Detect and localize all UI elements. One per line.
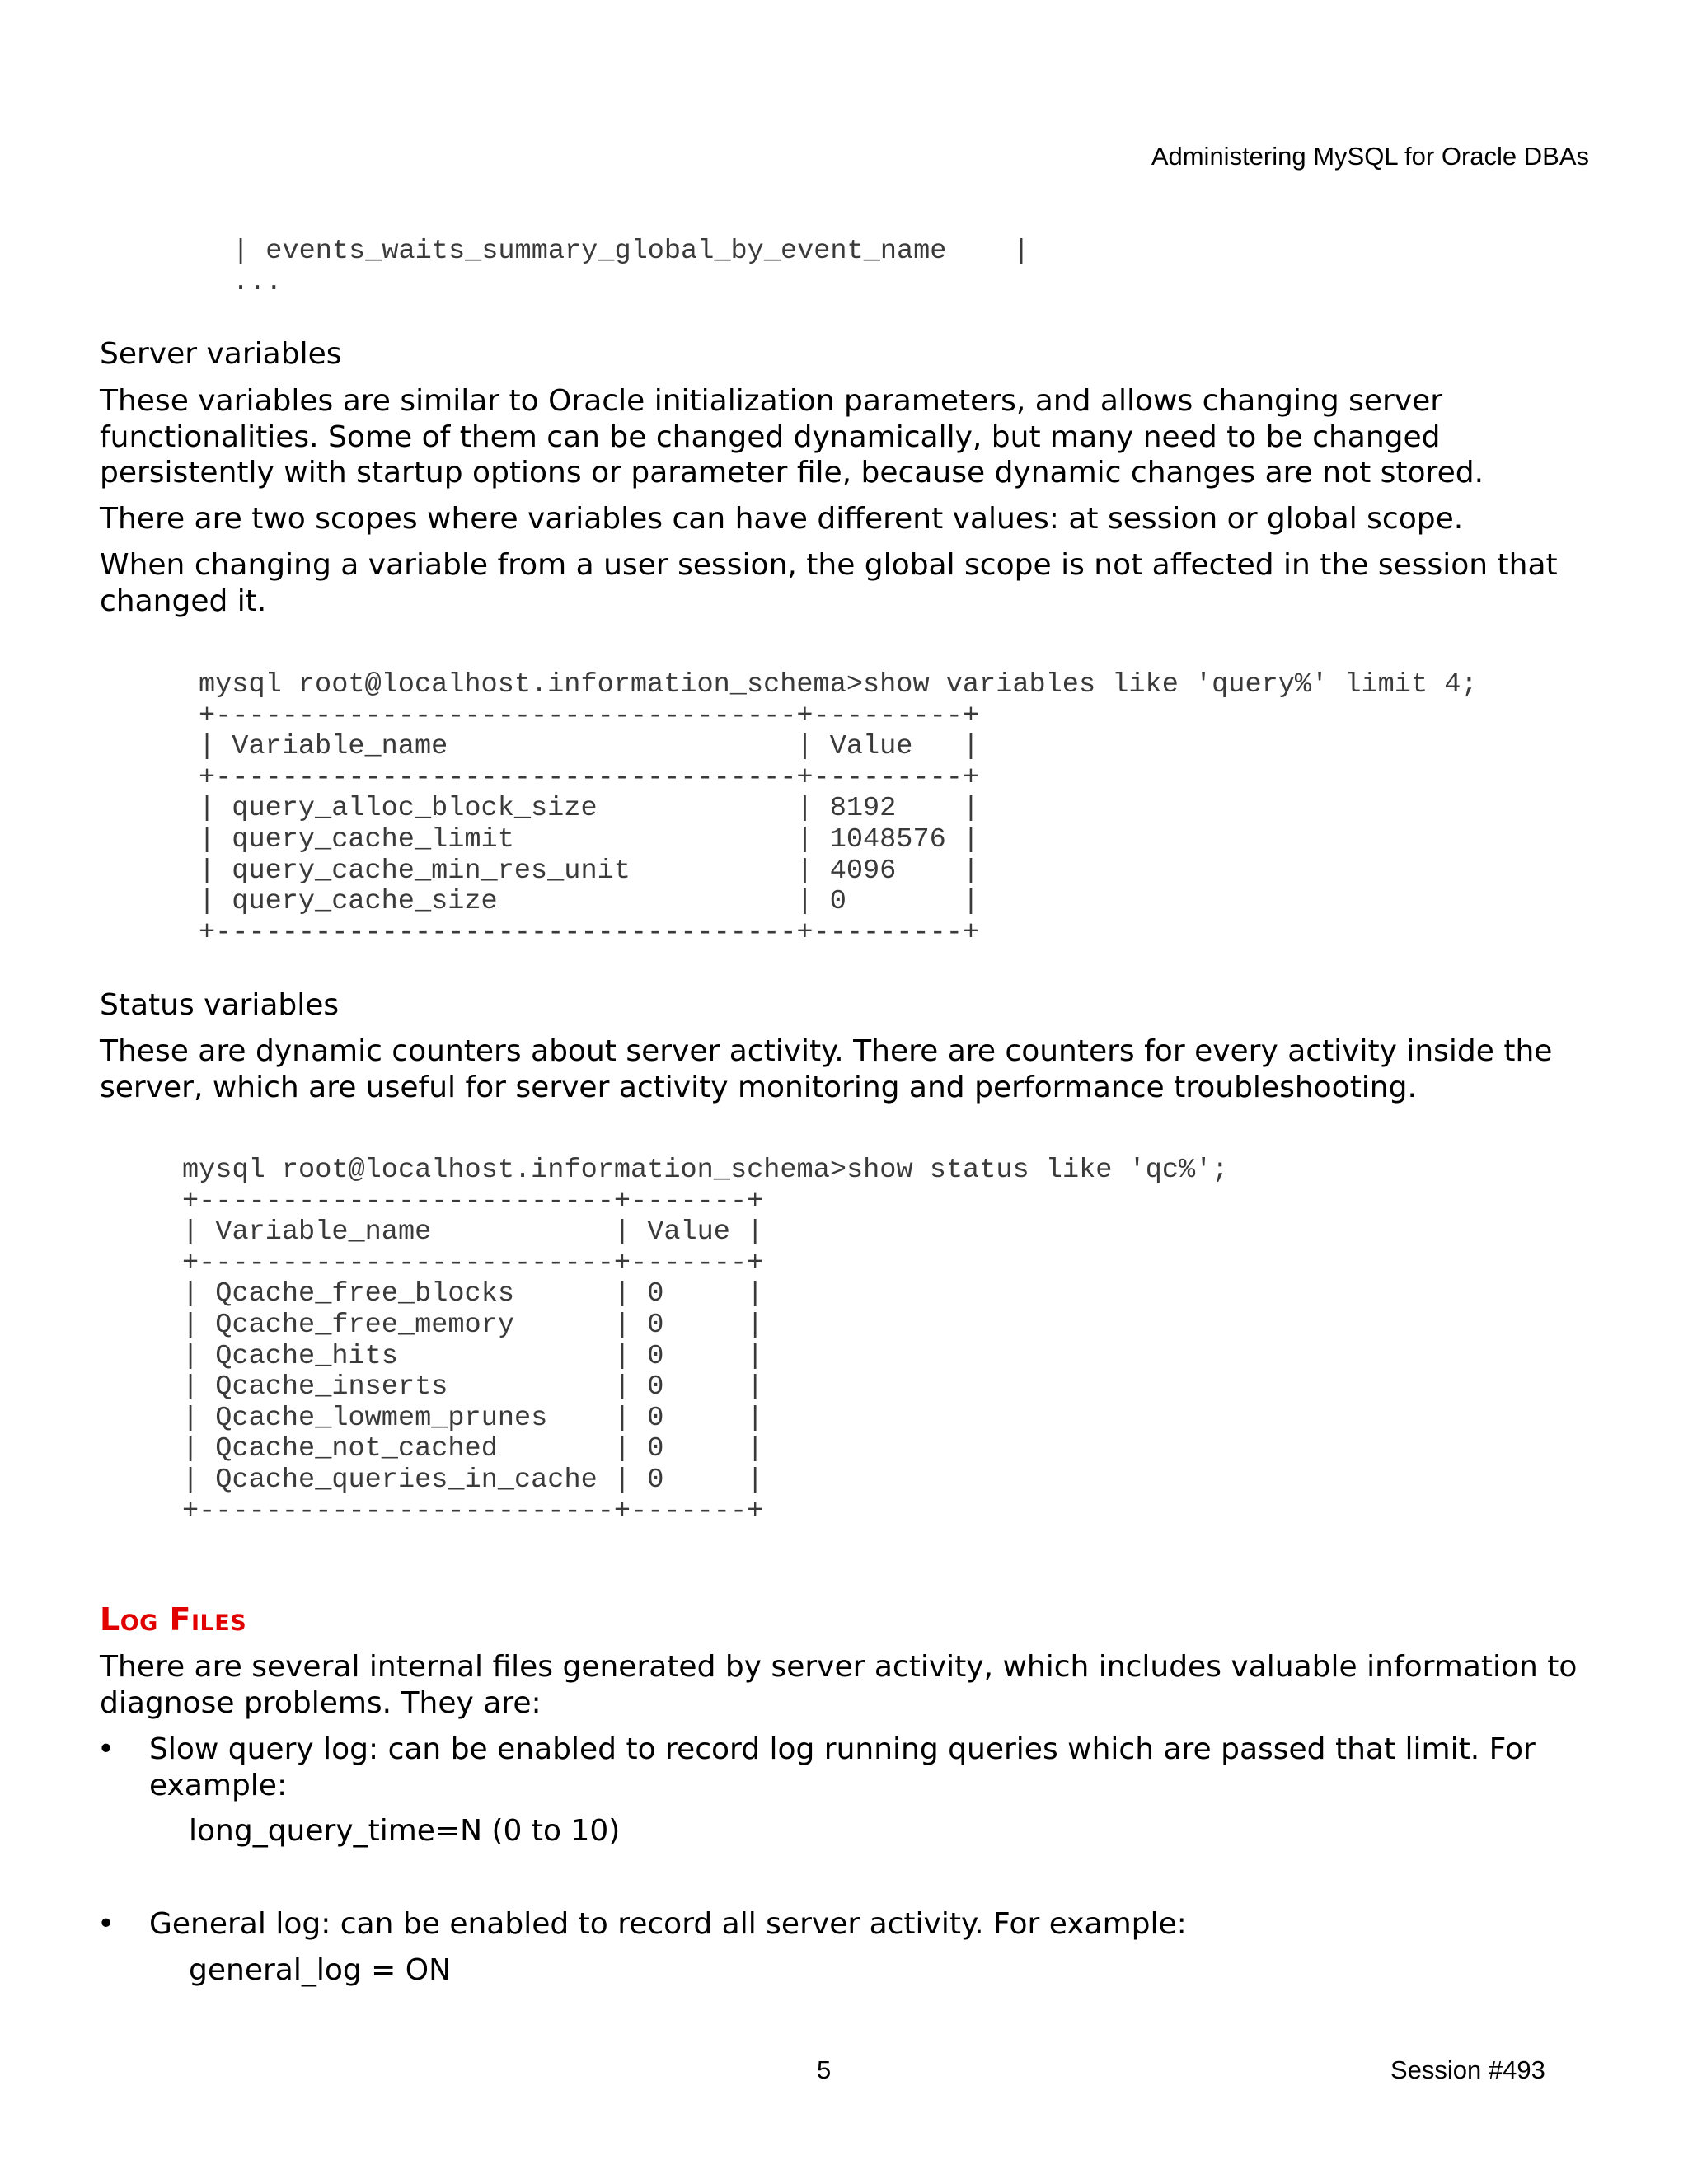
server-variables-heading: Server variables bbox=[100, 337, 342, 371]
status-variables-heading: Status variables bbox=[100, 988, 340, 1022]
slow-query-log-item: Slow query log: can be enabled to record log running queries which are passed that limit. For example: bbox=[149, 1732, 1536, 1802]
session-label: Session #493 bbox=[1390, 2055, 1545, 2084]
show-variables-code-block: mysql root@localhost.information_schema>show variables like 'query%' limit 4; +-----------------------------------+---------+ | Variable_name | Value | +-----------------------------------+---------+ | query_alloc_block_size | 8192 | | query_cache_limit | 1048576 | | query_cache_min_res_unit | 4096 | | query_cache_size | 0 | +-----------------------------------+---------+ bbox=[199, 669, 1478, 949]
slow-query-log-example: long_query_time=N (0 to 10) bbox=[189, 1814, 621, 1848]
intro-code-snippet: | events_waits_summary_global_by_event_name | ... bbox=[232, 236, 1030, 298]
page-number: 5 bbox=[817, 2055, 832, 2084]
log-files-intro: There are several internal files generated by server activity, which includes valuable information to diagnose problems. They are: bbox=[100, 1650, 1578, 1720]
general-log-example: general_log = ON bbox=[189, 1953, 452, 1987]
status-variables-paragraph: These are dynamic counters about server activity. There are counters for every activity inside the server, which are useful for server activity monitoring and performance troubleshooting. bbox=[100, 1034, 1553, 1104]
server-variables-paragraph-2: There are two scopes where variables can have different values: at session or global scope. bbox=[100, 502, 1464, 536]
server-variables-paragraph-1: These variables are similar to Oracle initialization parameters, and allows changing server functionalities. Some of them can be changed dynamically, but many need to be changed persistently with startup options or parameter file, because dynamic changes are not stored. bbox=[100, 384, 1484, 490]
bullet-icon: • bbox=[97, 1907, 115, 1941]
log-files-heading: Log Files bbox=[100, 1601, 247, 1638]
server-variables-paragraph-3: When changing a variable from a user session, the global scope is not affected in the session that changed it. bbox=[100, 548, 1558, 618]
general-log-item: General log: can be enabled to record all server activity. For example: bbox=[149, 1907, 1187, 1941]
bullet-icon: • bbox=[97, 1732, 115, 1766]
show-status-code-block: mysql root@localhost.information_schema>show status like 'qc%'; +-------------------------+-------+ | Variable_name | Value | +-------------------------+-------+ | Qcache_free_blocks | 0 | | Qcache_free_memory | 0 | | Qcache_hits | 0 | | Qcache_inserts | 0 | | Qcache_lowmem_prunes | 0 | | Qcache_not_cached | 0 | | Qcache_queries_in_cache | 0 | +-------------------------+-------+ bbox=[182, 1155, 1229, 1527]
running-header: Administering MySQL for Oracle DBAs bbox=[1151, 142, 1589, 171]
